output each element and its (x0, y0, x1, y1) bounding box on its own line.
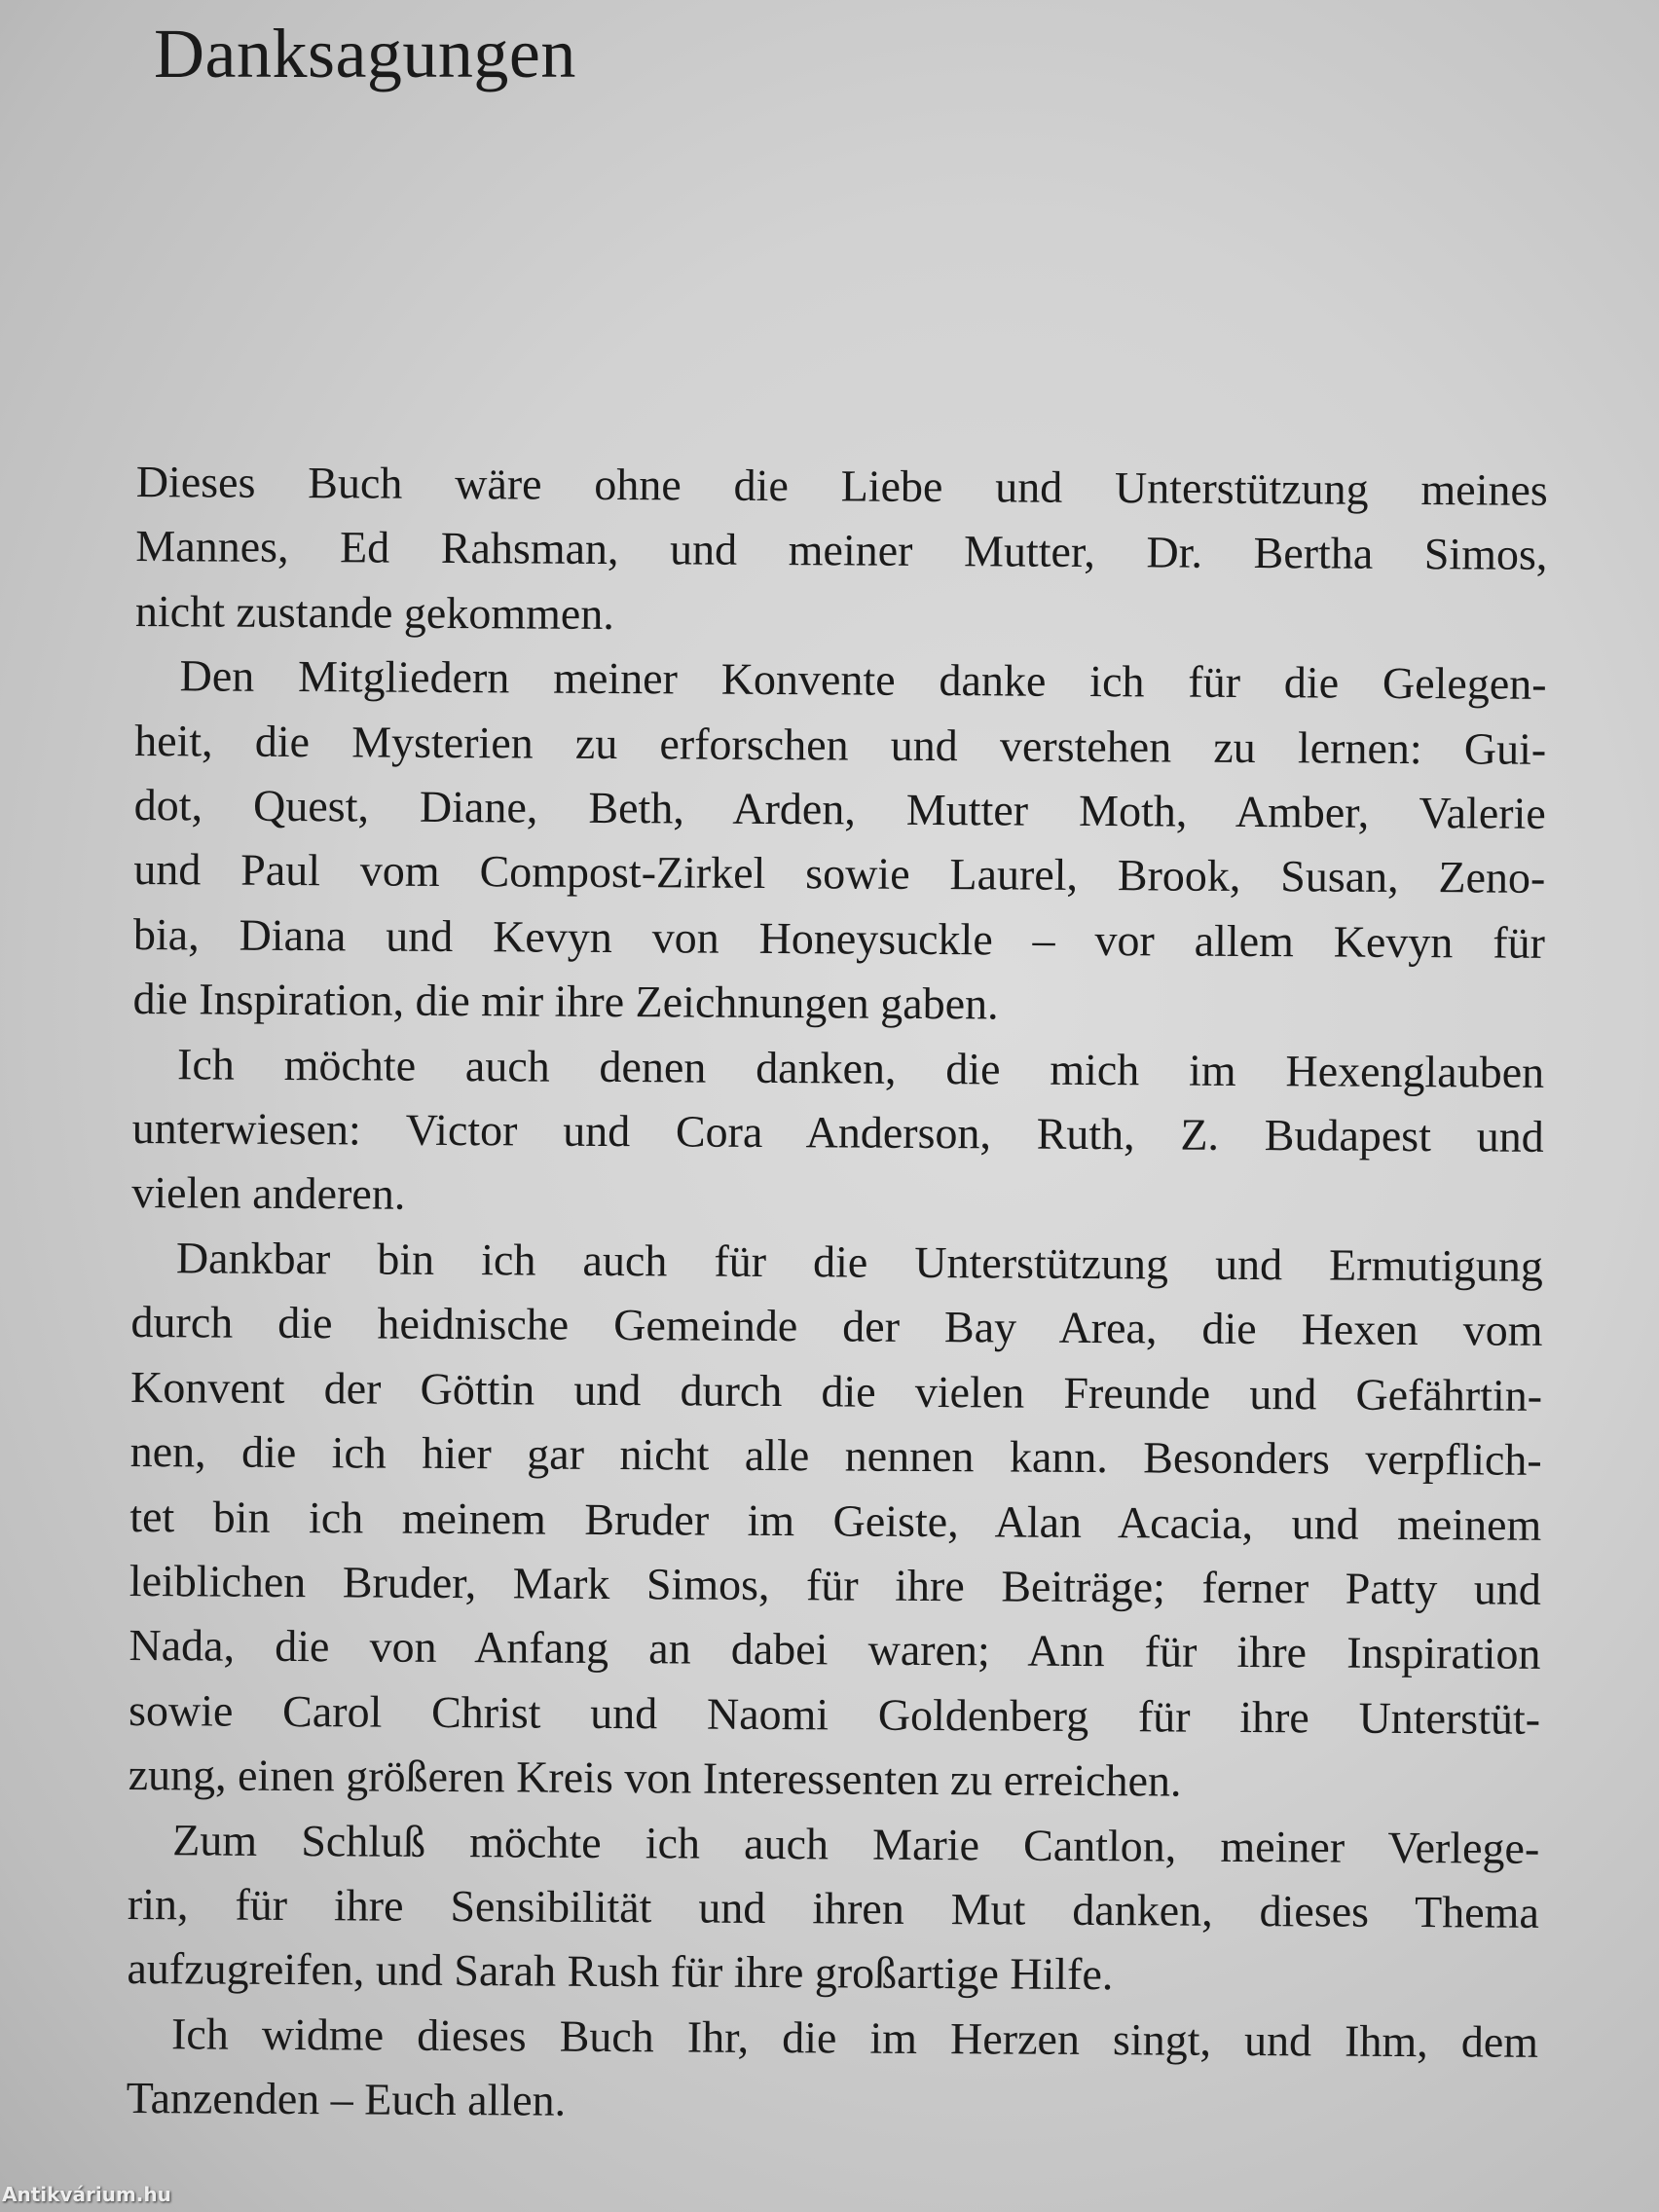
text-line: Dieses Buch wäre ohne die Liebe und Unterstützung meines (135, 456, 1548, 515)
text-line: Zum Schluß möchte ich auch Marie Cantlon, meiner Verlege- (172, 1814, 1540, 1873)
paragraph (131, 1032, 1544, 1235)
text-line: Nada, die von Anfang an dabei waren; Ann für ihre Inspiration (129, 1620, 1541, 1679)
text-line: und Paul vom Compost-Zirkel sowie Laurel, Brook, Susan, Zeno- (133, 844, 1546, 903)
text-line: bia, Diana und Kevyn von Honeysuckle – vor allem Kevyn für (132, 908, 1546, 968)
paragraph (132, 644, 1546, 1040)
text-line: Konvent der Göttin und durch die vielen Freunde und Gefährtin- (129, 1361, 1543, 1420)
text-line: leiblichen Bruder, Mark Simos, für ihre Beiträge; ferner Patty und (129, 1555, 1542, 1614)
text-line: Den Mitgliedern meiner Konvente danke ich für die Gelegen- (179, 650, 1547, 710)
text-line: die Inspiration, die mir ihre Zeichnungen gaben. (132, 974, 999, 1029)
page-title: Danksagungen (154, 15, 576, 92)
text-line: aufzugreifen, und Sarah Rush für ihre großartige Hilfe. (127, 1943, 1114, 2000)
watermark: Antikvárium.hu (2, 2183, 171, 2206)
paragraph (127, 1808, 1539, 2010)
acknowledgements-text (126, 450, 1548, 2139)
text-line: dot, Quest, Diane, Beth, Arden, Mutter Moth, Amber, Valerie (133, 780, 1546, 838)
text-line: Dankbar bin ich auch für die Unterstützung und Ermutigung (175, 1233, 1544, 1291)
text-line: heit, die Mysterien zu erforschen und verstehen zu lernen: Gui- (134, 715, 1547, 774)
text-line: zung, einen größeren Kreis von Interessenten zu erreichen. (128, 1750, 1182, 1806)
text-line: rin, für ihre Sensibilität und ihren Mut danken, dieses Thema (127, 1878, 1540, 1937)
paragraph (135, 450, 1548, 652)
text-line: nicht zustande gekommen. (134, 585, 614, 639)
paragraph (128, 1226, 1543, 1817)
text-line: Tanzenden – Euch allen. (126, 2073, 567, 2125)
text-line: Mannes, Ed Rahsman, und meiner Mutter, Dr. Bertha Simos, (135, 521, 1548, 580)
text-line: sowie Carol Christ und Naomi Goldenberg für ihre Unterstüt- (128, 1684, 1541, 1744)
text-line: tet bin ich meinem Bruder im Geiste, Alan Acacia, und meinem (129, 1491, 1542, 1550)
text-line: vielen anderen. (131, 1167, 406, 1220)
text-line: nen, die ich hier gar nicht alle nennen kann. Besonders verpflich- (129, 1426, 1542, 1485)
text-line: Ich möchte auch denen danken, die mich im Hexenglauben (176, 1038, 1545, 1097)
text-line: durch die heidnische Gemeinde der Bay Area, die Hexen vom (130, 1297, 1543, 1356)
text-line: Ich widme dieses Buch Ihr, die im Herzen singt, und Ihm, dem (170, 2009, 1539, 2067)
paragraph (126, 2002, 1538, 2140)
text-line: unterwiesen: Victor und Cora Anderson, Ruth, Z. Budapest und (131, 1103, 1544, 1161)
